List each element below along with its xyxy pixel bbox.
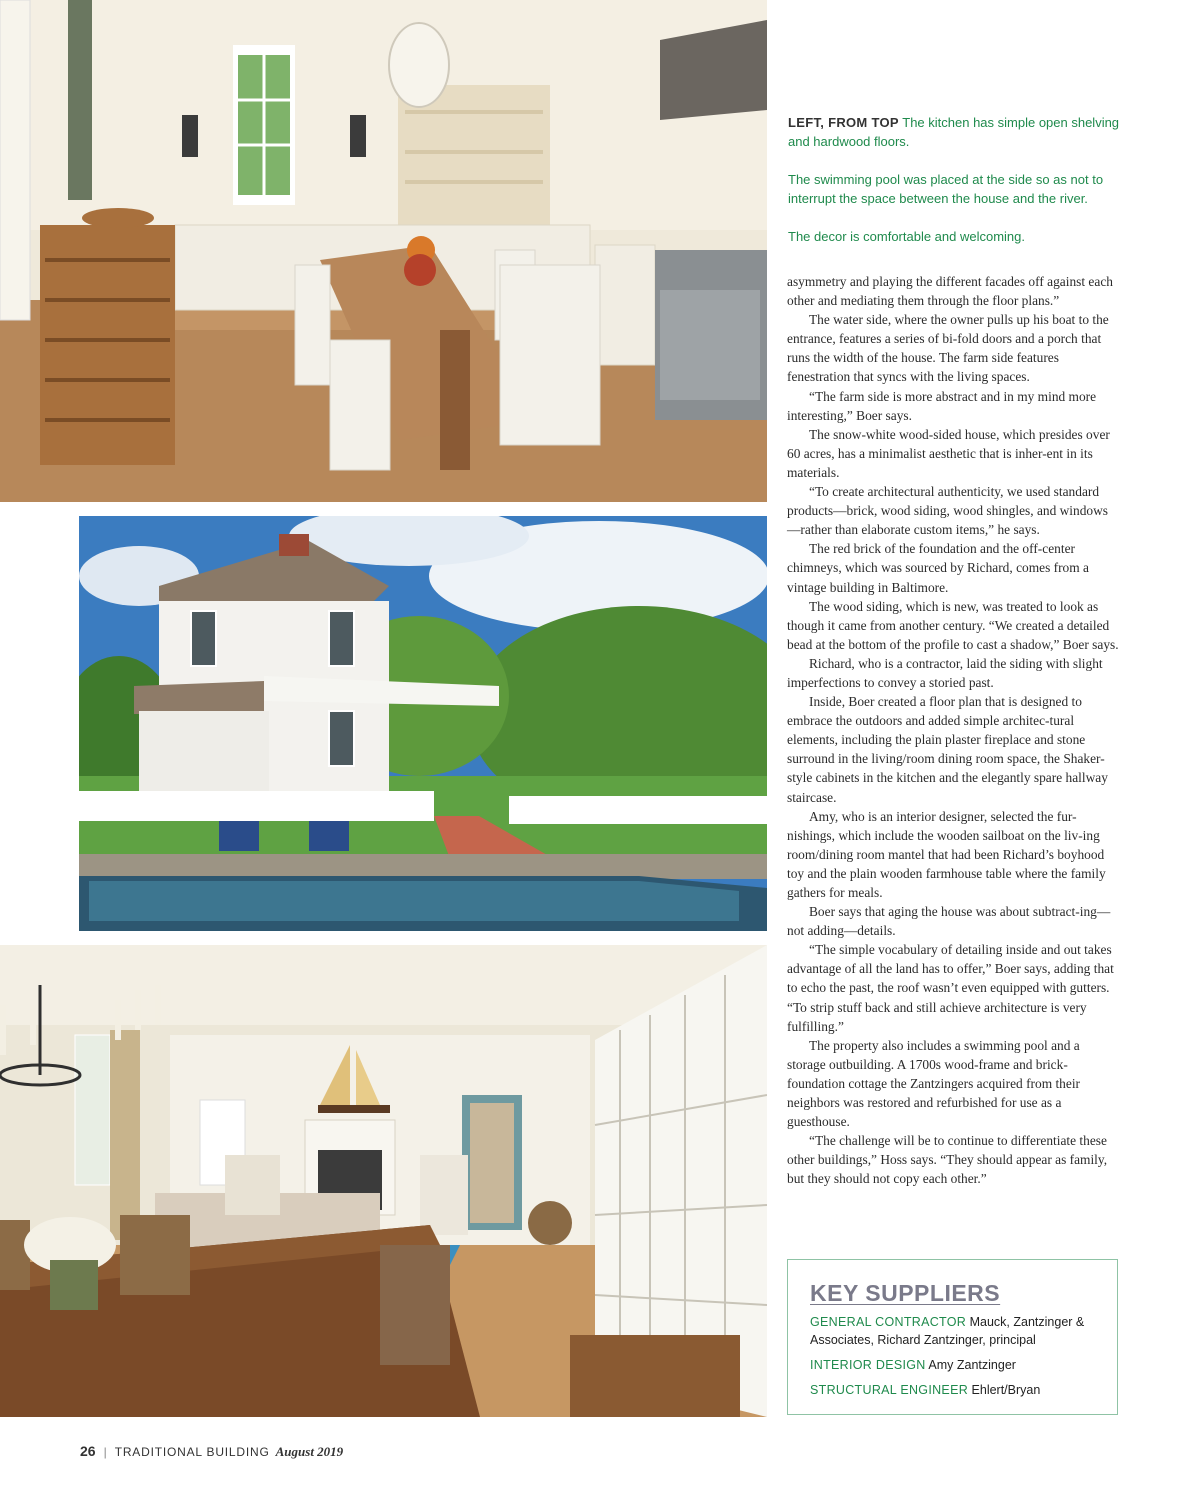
article-paragraph: The red brick of the foundation and the off-center chimneys, which was sourced by Richard, comes from a vintage building in Baltimore. bbox=[787, 541, 1089, 595]
caption-text-kitchen: The kitchen has simple open shelving and hardwood floors. bbox=[788, 115, 1120, 149]
caption-lead: LEFT, FROM TOP bbox=[788, 115, 899, 130]
supplier-role: INTERIOR DESIGN bbox=[810, 1358, 926, 1372]
supplier-entry bbox=[810, 1313, 1100, 1349]
caption-item-pool: The swimming pool was placed at the side so as not to interrupt the space between the house and the river. bbox=[788, 172, 1104, 206]
article-paragraph: “The farm side is more abstract and in my mind more interesting,” Boer says. bbox=[787, 388, 1097, 423]
kitchen-photo bbox=[0, 0, 767, 502]
supplier-name: Mauck, Zantzinger & Associates, Richard Zantzinger, principal bbox=[810, 1315, 1085, 1347]
article-paragraph: Richard, who is a contractor, laid the siding with slight imperfections to convey a storied past. bbox=[787, 655, 1103, 690]
publication-name: TRADITIONAL BUILDING bbox=[114, 1445, 270, 1459]
article-paragraph: “To create architectural authenticity, we used standard products—brick, wood siding, wood shingles, and windows—rather than elaborate custom items,” he says. bbox=[787, 484, 1108, 538]
article-paragraph: The wood siding, which is new, was treated to look as though it came from another century. “We created a detailed bead at the bottom of the profile to cast a shadow,” Boer says. bbox=[787, 598, 1119, 652]
supplier-name: Ehlert/Bryan bbox=[971, 1383, 1041, 1397]
supplier-name: Amy Zantzinger bbox=[928, 1358, 1016, 1372]
article-body bbox=[787, 272, 1121, 1189]
footer-separator: | bbox=[103, 1445, 107, 1459]
article-paragraph: asymmetry and playing the different facades off against each other and mediating them through the floor plans.” bbox=[787, 274, 1113, 309]
photo-caption bbox=[788, 113, 1128, 265]
article-paragraph: The snow-white wood-sided house, which presides over 60 acres, has a minimalist aesthetic that is inher-ent in its materials. bbox=[787, 426, 1110, 480]
article-paragraph: The water side, where the owner pulls up his boat to the entrance, features a series of bi-fold doors and a porch that runs the width of the house. The farm side features fenestration that syncs with the living spaces. bbox=[787, 312, 1109, 385]
supplier-role: STRUCTURAL ENGINEER bbox=[810, 1383, 969, 1397]
article-paragraph: The property also includes a swimming pool and a storage outbuilding. A 1700s wood-frame and brick-foundation cottage the Zantzingers acquired from their neighbors was restored and refurbished for use as a guesthouse. bbox=[787, 1037, 1080, 1130]
key-suppliers-title: KEY SUPPLIERS bbox=[810, 1280, 1001, 1306]
supplier-role: GENERAL CONTRACTOR bbox=[810, 1315, 967, 1329]
caption-item-decor: The decor is comfortable and welcoming. bbox=[788, 229, 1026, 244]
living-room-photo bbox=[0, 945, 767, 1417]
article-paragraph: “The simple vocabulary of detailing inside and out takes advantage of all the land has to offer,” Boer says, adding that to echo the past, the roof wasn’t even equipped with gutters. “To strip stuff back and still achieve architecture is very fulfilling.” bbox=[787, 942, 1114, 1034]
supplier-entry bbox=[810, 1356, 1100, 1374]
issue-date: August 2019 bbox=[275, 1444, 344, 1459]
article-paragraph: Inside, Boer created a floor plan that is designed to embrace the outdoors and added simple architec-tural elements, including the plain plaster fireplace and stone surround in the living/room dining room space, the Shaker-style cabinets in the kitchen and the elegantly spare hallway staircase. bbox=[787, 694, 1108, 805]
article-paragraph: Boer says that aging the house was about subtract-ing—not adding—details. bbox=[787, 904, 1111, 939]
house-pool-photo bbox=[79, 516, 767, 931]
caption-item-kitchen bbox=[788, 113, 1128, 151]
article-paragraph: Amy, who is an interior designer, selected the fur-nishings, which include the wooden sailboat on the liv-ing room/dining room mantel that had been Richard’s boyhood toy and the plain wooden farmhouse table where the family gathers for meals. bbox=[787, 808, 1106, 900]
page-number: 26 bbox=[80, 1443, 96, 1459]
supplier-entry bbox=[810, 1381, 1100, 1399]
key-suppliers-box bbox=[787, 1259, 1118, 1415]
page-footer bbox=[80, 1443, 343, 1460]
article-paragraph: “The challenge will be to continue to differentiate these other buildings,” Hoss says. “They should appear as family, but they should not copy each other.” bbox=[787, 1133, 1108, 1187]
